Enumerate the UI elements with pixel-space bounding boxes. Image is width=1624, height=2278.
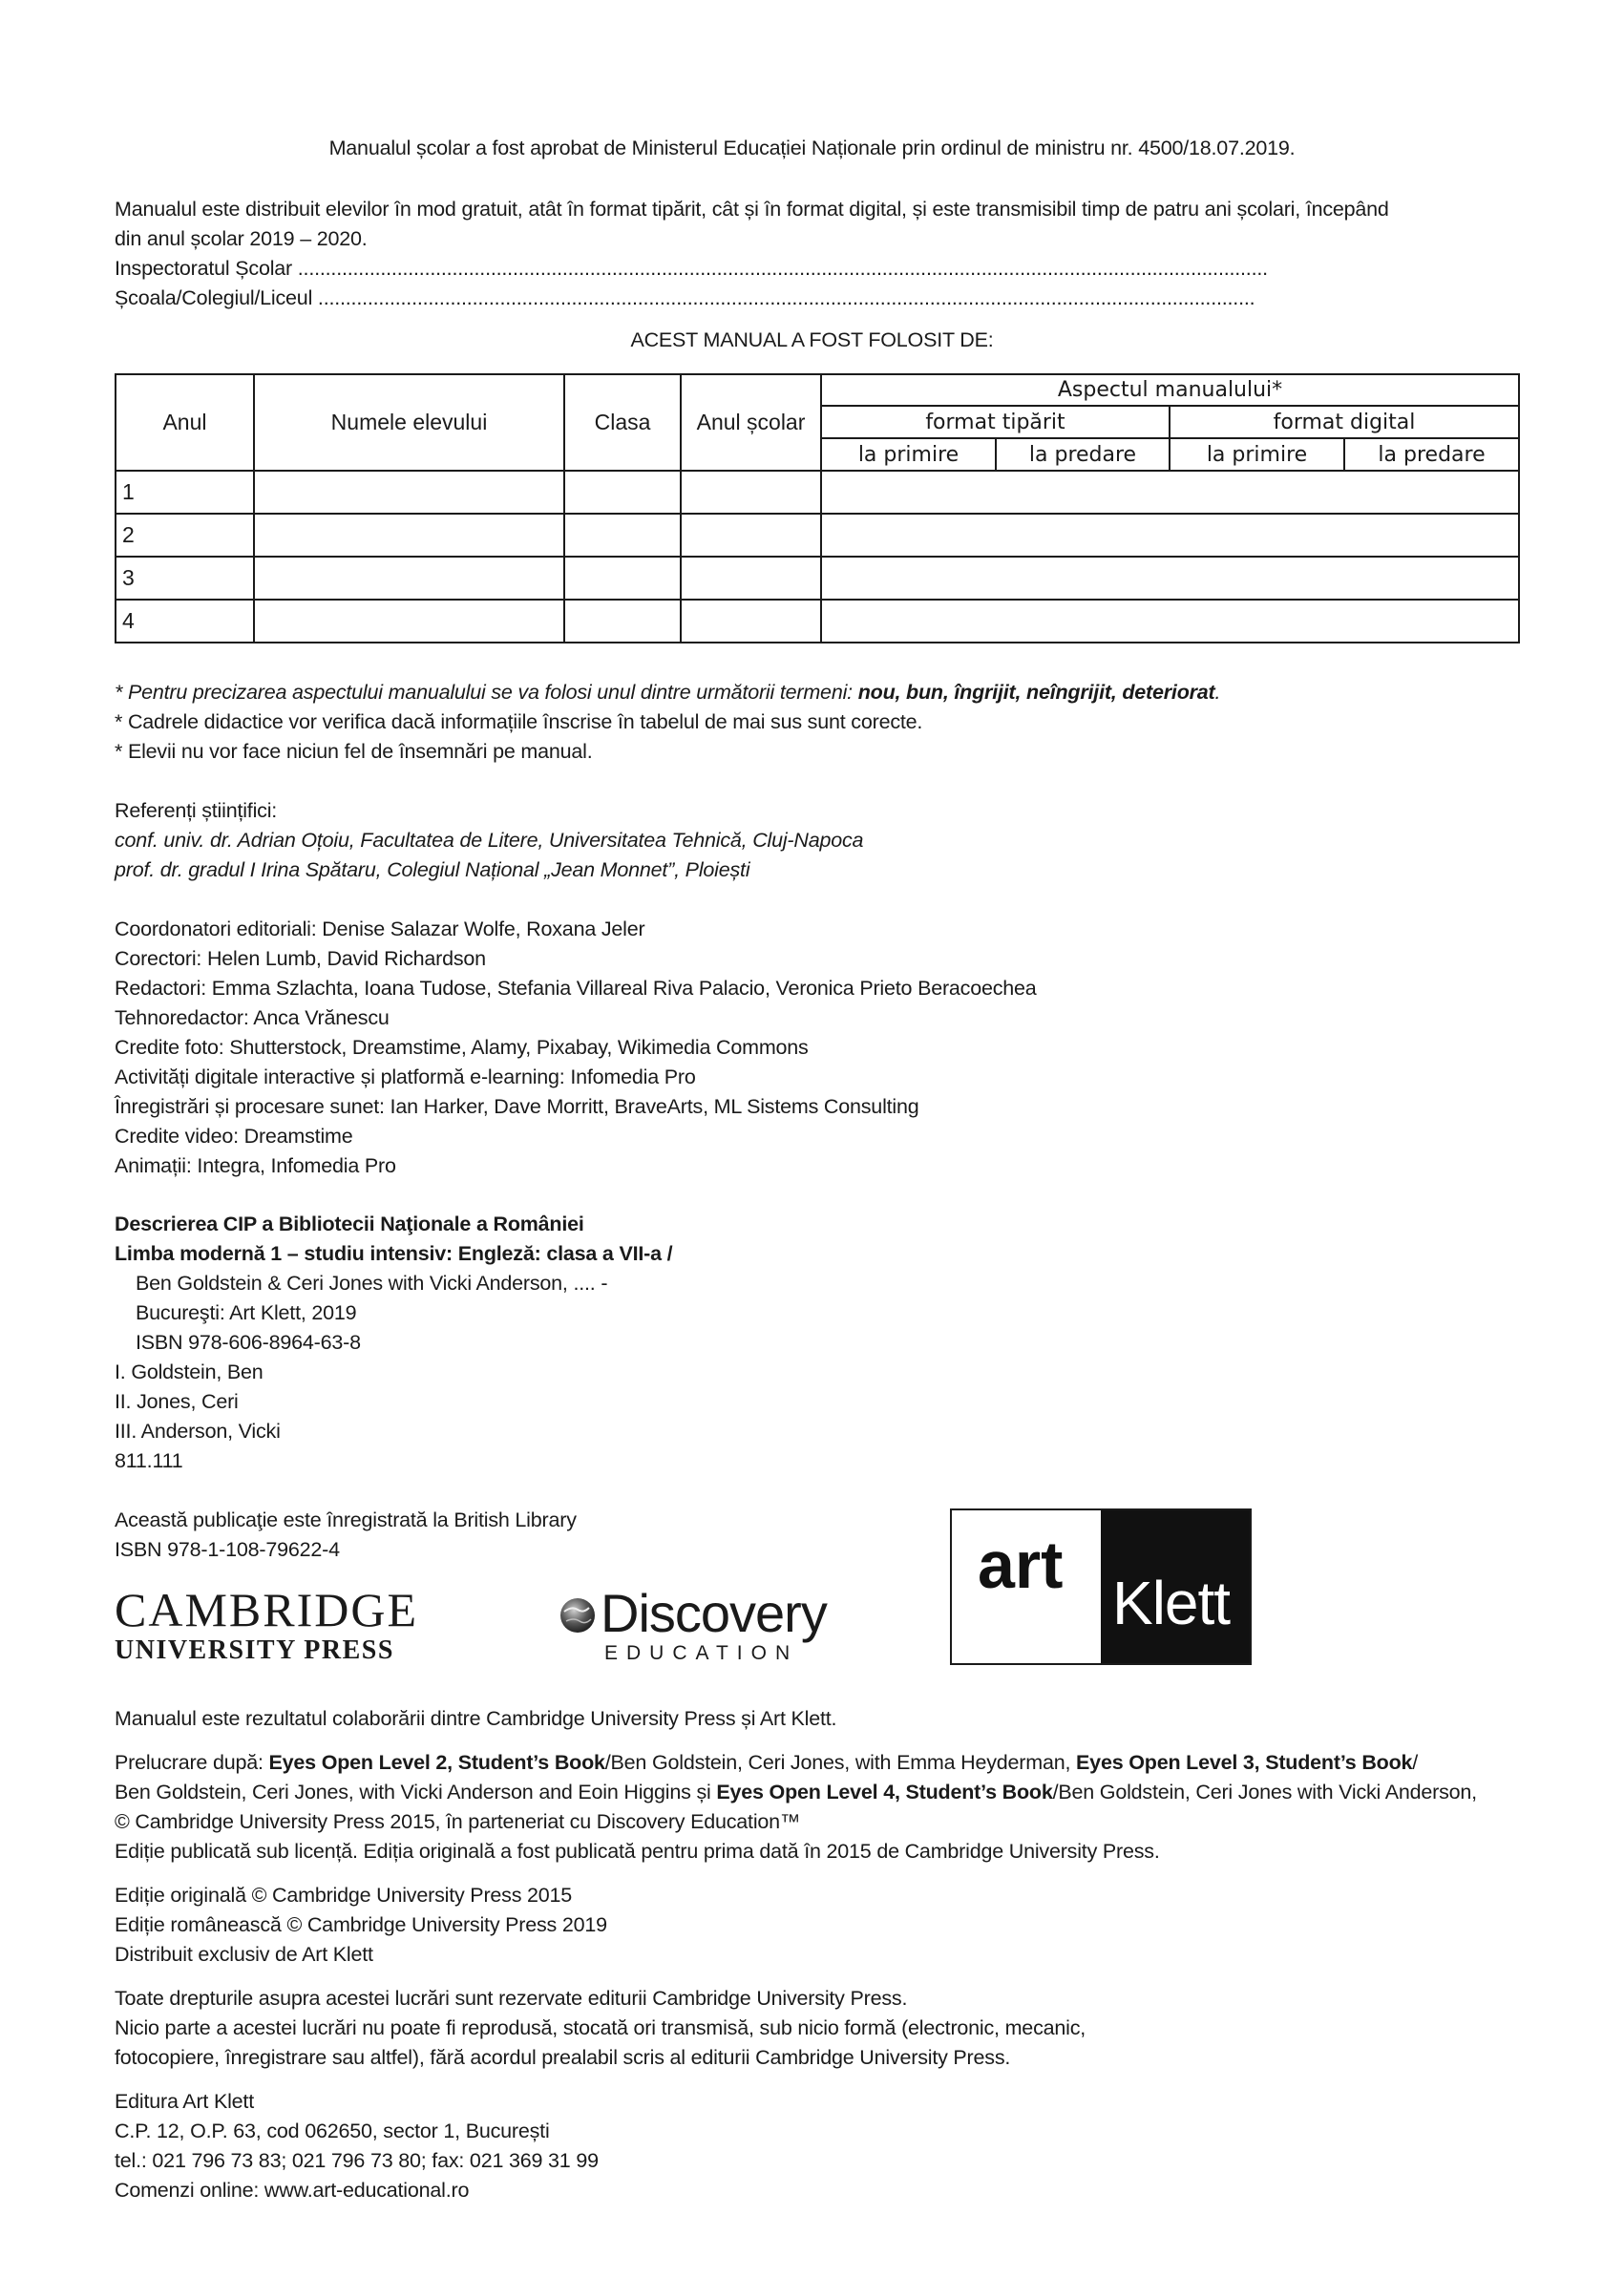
row-number: 3 — [116, 557, 254, 600]
cell-aspect — [821, 471, 1519, 514]
edition-line: Ediție românească © Cambridge University Press 2019 — [115, 1913, 607, 1936]
cip-title: Descrierea CIP a Bibliotecii Naţionale a României — [115, 1213, 584, 1235]
cell-class — [564, 557, 681, 600]
publisher-name: Editura Art Klett — [115, 2090, 254, 2113]
cell-name — [254, 600, 564, 643]
cip-entry: III. Anderson, Vicki — [115, 1420, 281, 1443]
cip-entry: I. Goldstein, Ben — [115, 1360, 264, 1383]
note-students: * Elevii nu vor face niciun fel de însemnări pe manual. — [115, 740, 593, 763]
distribution-text-2: din anul școlar 2019 – 2020. — [115, 227, 368, 250]
credit-line: Redactori: Emma Szlachta, Ioana Tudose, Stefania Villareal Riva Palacio, Veronica Prieto Beracoechea — [115, 977, 1037, 1000]
cambridge-logo-line1: CAMBRIDGE — [115, 1583, 419, 1636]
adaptation-line-3: © Cambridge University Press 2015, în parteneriat cu Discovery Education™ — [115, 1810, 801, 1833]
row-number: 4 — [116, 600, 254, 643]
table-row — [116, 471, 1519, 514]
header-digital-returned: la predare — [1344, 438, 1519, 471]
cell-aspect — [821, 514, 1519, 557]
adaptation-text: Prelucrare după: — [115, 1751, 269, 1774]
header-aspect: Aspectul manualului* — [821, 374, 1519, 406]
cip-entry: II. Jones, Ceri — [115, 1390, 239, 1413]
cip-publisher: Bucureşti: Art Klett, 2019 — [136, 1301, 357, 1324]
table-row — [116, 557, 1519, 600]
header-school-year: Anul școlar — [681, 374, 821, 471]
collaboration-note: Manualul este rezultatul colaborării dintre Cambridge University Press și Art Klett. — [115, 1707, 837, 1730]
license-note: Ediție publicată sub licență. Ediția originală a fost publicată pentru prima dată în 2015 de Cambridge University Press. — [115, 1840, 1160, 1863]
globe-icon — [559, 1596, 597, 1635]
cell-school-year — [681, 557, 821, 600]
usage-table — [115, 373, 1520, 643]
credit-line: Coordonatori editoriali: Denise Salazar Wolfe, Roxana Jeler — [115, 918, 645, 940]
rights-line: Toate drepturile asupra acestei lucrări sunt rezervate editurii Cambridge University Press. — [115, 1987, 908, 2010]
referee-2: prof. dr. gradul I Irina Spătaru, Colegiul Național „Jean Monnet”, Ploiești — [115, 858, 750, 881]
header-year: Anul — [116, 374, 254, 471]
publisher-address: C.P. 12, O.P. 63, cod 062650, sector 1, București — [115, 2120, 550, 2142]
cell-aspect — [821, 600, 1519, 643]
approval-text: Manualul școlar a fost aprobat de Ministerul Educației Naționale prin ordinul de ministru nr. 4500/18.07.2019. — [328, 137, 1296, 159]
book-title: Eyes Open Level 2, Student’s Book — [268, 1751, 605, 1774]
cell-school-year — [681, 471, 821, 514]
discovery-logo — [559, 1585, 864, 1671]
publisher-website: Comenzi online: www.art-educational.ro — [115, 2179, 470, 2202]
cell-name — [254, 471, 564, 514]
note-aspect-prefix: * Pentru precizarea aspectului manualului se va folosi unul dintre următorii termeni: — [115, 681, 858, 704]
book-title: Eyes Open Level 3, Student’s Book — [1076, 1751, 1413, 1774]
distribution-exclusive: Distribuit exclusiv de Art Klett — [115, 1943, 373, 1966]
cambridge-logo — [115, 1585, 458, 1667]
note-aspect — [115, 678, 1220, 707]
cip-isbn: ISBN 978-606-8964-63-8 — [136, 1331, 361, 1354]
header-format-printed: format tipărit — [821, 406, 1170, 438]
discovery-logo-subword: EDUCATION — [604, 1642, 799, 1664]
note-teachers: * Cadrele didactice vor verifica dacă informațiile înscrise în tabelul de mai sus sunt corecte. — [115, 710, 923, 733]
rights-line: Nicio parte a acestei lucrări nu poate fi reprodusă, stocată ori transmisă, sub nicio formă (electronic, mecanic, — [115, 2016, 1086, 2039]
header-format-digital: format digital — [1170, 406, 1519, 438]
cell-school-year — [681, 600, 821, 643]
credit-line: Înregistrări și procesare sunet: Ian Harker, Dave Morritt, BraveArts, ML Sistems Consulting — [115, 1095, 919, 1118]
edition-line: Ediție originală © Cambridge University Press 2015 — [115, 1884, 573, 1907]
note-aspect-terms: nou, bun, îngrijit, neîngrijit, deteriorat — [857, 681, 1215, 704]
header-class: Clasa — [564, 374, 681, 471]
cell-name — [254, 557, 564, 600]
adaptation-text: / — [1412, 1751, 1419, 1774]
row-number: 2 — [116, 514, 254, 557]
cell-aspect — [821, 557, 1519, 600]
cip-subtitle: Limba modernă 1 – studiu intensiv: Engleză: clasa a VII-a / — [115, 1242, 673, 1265]
cell-name — [254, 514, 564, 557]
note-aspect-suffix: . — [1214, 681, 1221, 704]
school-line: Școala/Colegiul/Liceul .......................................................................................................................................................................... — [115, 286, 1255, 309]
cell-school-year — [681, 514, 821, 557]
discovery-logo-word: Discovery — [601, 1583, 827, 1643]
credit-line: Corectori: Helen Lumb, David Richardson — [115, 947, 486, 970]
header-printed-returned: la predare — [996, 438, 1170, 471]
referees-title: Referenți științifici: — [115, 799, 278, 822]
adaptation-text: Ben Goldstein, Ceri Jones, with Vicki Anderson and Eoin Higgins și — [115, 1781, 717, 1803]
table-row — [116, 600, 1519, 643]
rights-line: fotocopiere, înregistrare sau altfel), fără acordul prealabil scris al editurii Cambridge University Press. — [115, 2046, 1011, 2069]
cip-classification: 811.111 — [115, 1449, 183, 1472]
cell-class — [564, 471, 681, 514]
referee-1: conf. univ. dr. Adrian Oțoiu, Facultatea de Litere, Universitatea Tehnică, Cluj-Napoca — [115, 829, 864, 852]
cell-class — [564, 600, 681, 643]
cip-authors: Ben Goldstein & Ceri Jones with Vicki Anderson, .... - — [136, 1272, 608, 1295]
credit-line: Tehnoredactor: Anca Vrănescu — [115, 1006, 390, 1029]
art-logo-word: art — [978, 1528, 1064, 1602]
cambridge-logo-line2: UNIVERSITY PRESS — [115, 1635, 394, 1665]
credit-line: Animații: Integra, Infomedia Pro — [115, 1154, 396, 1177]
header-student-name: Numele elevului — [254, 374, 564, 471]
row-number: 1 — [116, 471, 254, 514]
british-library-note: Această publicaţie este înregistrată la British Library — [115, 1508, 577, 1531]
klett-logo-block — [1101, 1510, 1250, 1663]
adaptation-line-2 — [115, 1778, 1477, 1807]
credit-line: Credite foto: Shutterstock, Dreamstime, Alamy, Pixabay, Wikimedia Commons — [115, 1036, 809, 1059]
table-title: ACEST MANUAL A FOST FOLOSIT DE: — [630, 328, 994, 351]
adaptation-text: /Ben Goldstein, Ceri Jones with Vicki Anderson, — [1052, 1781, 1477, 1803]
british-library-isbn: ISBN 978-1-108-79622-4 — [115, 1538, 340, 1561]
klett-logo-word: Klett — [1112, 1569, 1231, 1637]
adaptation-line-1 — [115, 1748, 1418, 1778]
header-printed-received: la primire — [821, 438, 996, 471]
distribution-text: Manualul este distribuit elevilor în mod gratuit, atât în format tipărit, cât și în format digital, și este transmisibil timp de patru ani școlari, începând — [115, 198, 1389, 221]
table-row — [116, 514, 1519, 557]
credit-line: Activități digitale interactive și platformă e-learning: Infomedia Pro — [115, 1065, 696, 1088]
publisher-phone: tel.: 021 796 73 83; 021 796 73 80; fax: 021 369 31 99 — [115, 2149, 599, 2172]
book-title: Eyes Open Level 4, Student’s Book — [716, 1781, 1053, 1803]
header-digital-received: la primire — [1170, 438, 1344, 471]
credit-line: Credite video: Dreamstime — [115, 1125, 353, 1148]
adaptation-text: /Ben Goldstein, Ceri Jones, with Emma Heyderman, — [604, 1751, 1077, 1774]
cell-class — [564, 514, 681, 557]
art-klett-logo — [950, 1508, 1252, 1665]
inspectorate-line: Inspectoratul Școlar ................................................................................................................................................................................ — [115, 257, 1268, 280]
